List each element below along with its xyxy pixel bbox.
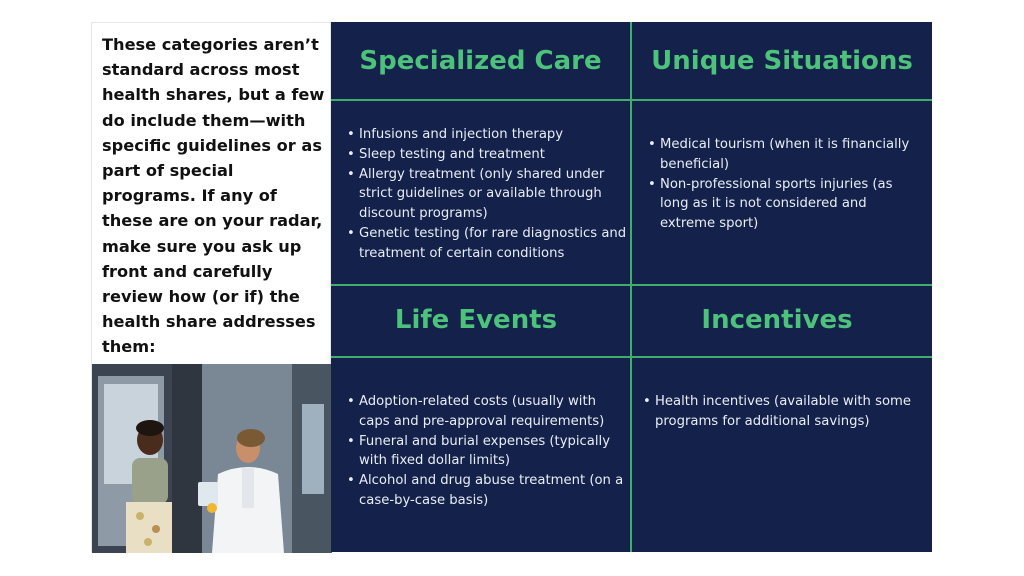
list-item: • Non-professional sports injuries (as long as it is not considered and extreme sport) [648,175,924,234]
intro-text: These categories aren’t standard across most health shares, but a few do include them—with specific guidelines or as part of special programs. If any of these are on your radar, make sure you ask up front and carefully review how (or if) the health share addresses them: [102,35,325,357]
list-item: • Health incentives (available with some programs for additional savings) [643,392,915,432]
heading-incentives: Incentives [701,305,853,335]
list-incentives [643,392,915,432]
list-item: • Alcohol and drug abuse treatment (on a case-by-case basis) [347,471,629,511]
list-specialized-care [347,125,629,264]
row-divider [331,356,932,358]
category-grid [331,22,932,552]
list-life-events [347,392,629,511]
doctor-patient-photo [92,364,332,553]
heading-specialized-care: Specialized Care [359,46,602,76]
list-unique-situations [648,135,924,234]
row-divider [331,284,932,286]
slide [91,22,932,552]
column-divider [630,22,632,552]
list-item: • Adoption-related costs (usually with caps and pre-approval requirements) [347,392,629,432]
list-item: • Genetic testing (for rare diagnostics and treatment of certain conditions [347,224,629,264]
list-item: • Medical tourism (when it is financially beneficial) [648,135,924,175]
list-item: • Funeral and burial expenses (typically with fixed dollar limits) [347,432,629,472]
list-item: • Infusions and injection therapy [347,125,629,145]
heading-unique-situations: Unique Situations [651,46,913,76]
row-divider [331,99,932,101]
intro-panel [91,22,331,552]
list-item: • Allergy treatment (only shared under strict guidelines or available through discount programs) [347,165,629,224]
heading-life-events: Life Events [394,305,558,335]
list-item: • Sleep testing and treatment [347,145,629,165]
